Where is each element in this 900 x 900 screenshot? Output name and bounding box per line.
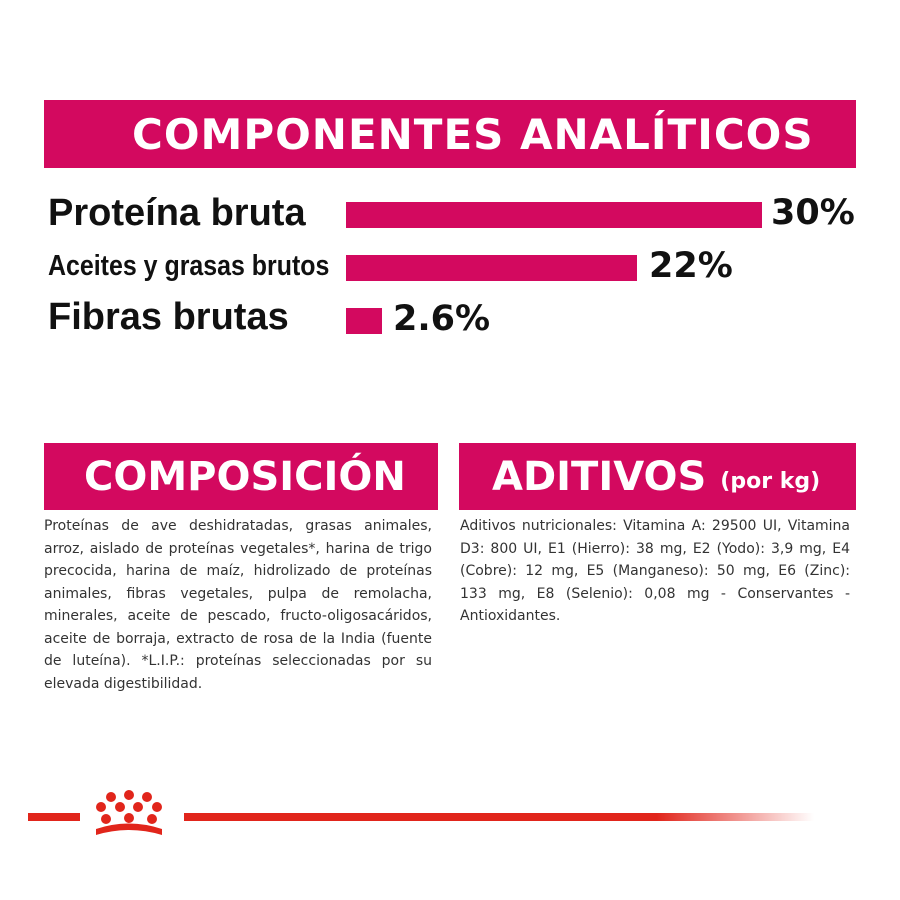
fat-bar — [346, 255, 637, 281]
footer-line-left — [28, 813, 80, 821]
analytic-components-banner — [44, 100, 856, 168]
additives-banner — [459, 443, 856, 510]
composition-title: COMPOSICIÓN — [84, 453, 406, 500]
fiber-label: Fibras brutas — [48, 296, 289, 338]
analytic-components-title: COMPONENTES ANALÍTICOS — [132, 109, 814, 159]
fiber-bar — [346, 308, 382, 334]
additives-unit: (por kg) — [720, 469, 821, 494]
additives-text: Aditivos nutricionales: Vitamina A: 29500 UI, Vitamina D3: 800 UI, E1 (Hierro): 38 mg, E2 (Yodo): 3,9 mg, E4 (Cobre): 12 mg, E5 (Manganeso): 50 mg, E6 (Zinc): 133 mg, E8 (Selenio): 0,08 mg - Conservantes - Antioxidantes. — [460, 518, 850, 624]
protein-bar — [346, 202, 762, 228]
footer-line-right — [184, 813, 814, 821]
protein-value: 30% — [771, 193, 855, 233]
additives-title: ADITIVOS — [492, 453, 707, 500]
composition-banner — [44, 443, 438, 510]
composition-text: Proteínas de ave deshidratadas, grasas animales, arroz, aislado de proteínas vegetales*, harina de trigo precocida, harina de maíz, hidrolizado de proteínas animales, fibras vegetales, pulpa de remolacha, minerales, aceite de pescado, fructo-oligosacáridos, aceite de borraja, extracto de rosa de la India (fuente de luteína). *L.I.P.: proteínas seleccionadas por su elevada digestibilidad. — [44, 518, 432, 692]
fiber-value: 2.6% — [393, 299, 491, 339]
crown-icon — [84, 788, 174, 838]
protein-label: Proteína bruta — [48, 192, 306, 234]
fat-label: Aceites y grasas brutos — [48, 250, 330, 282]
fat-value: 22% — [649, 246, 733, 286]
